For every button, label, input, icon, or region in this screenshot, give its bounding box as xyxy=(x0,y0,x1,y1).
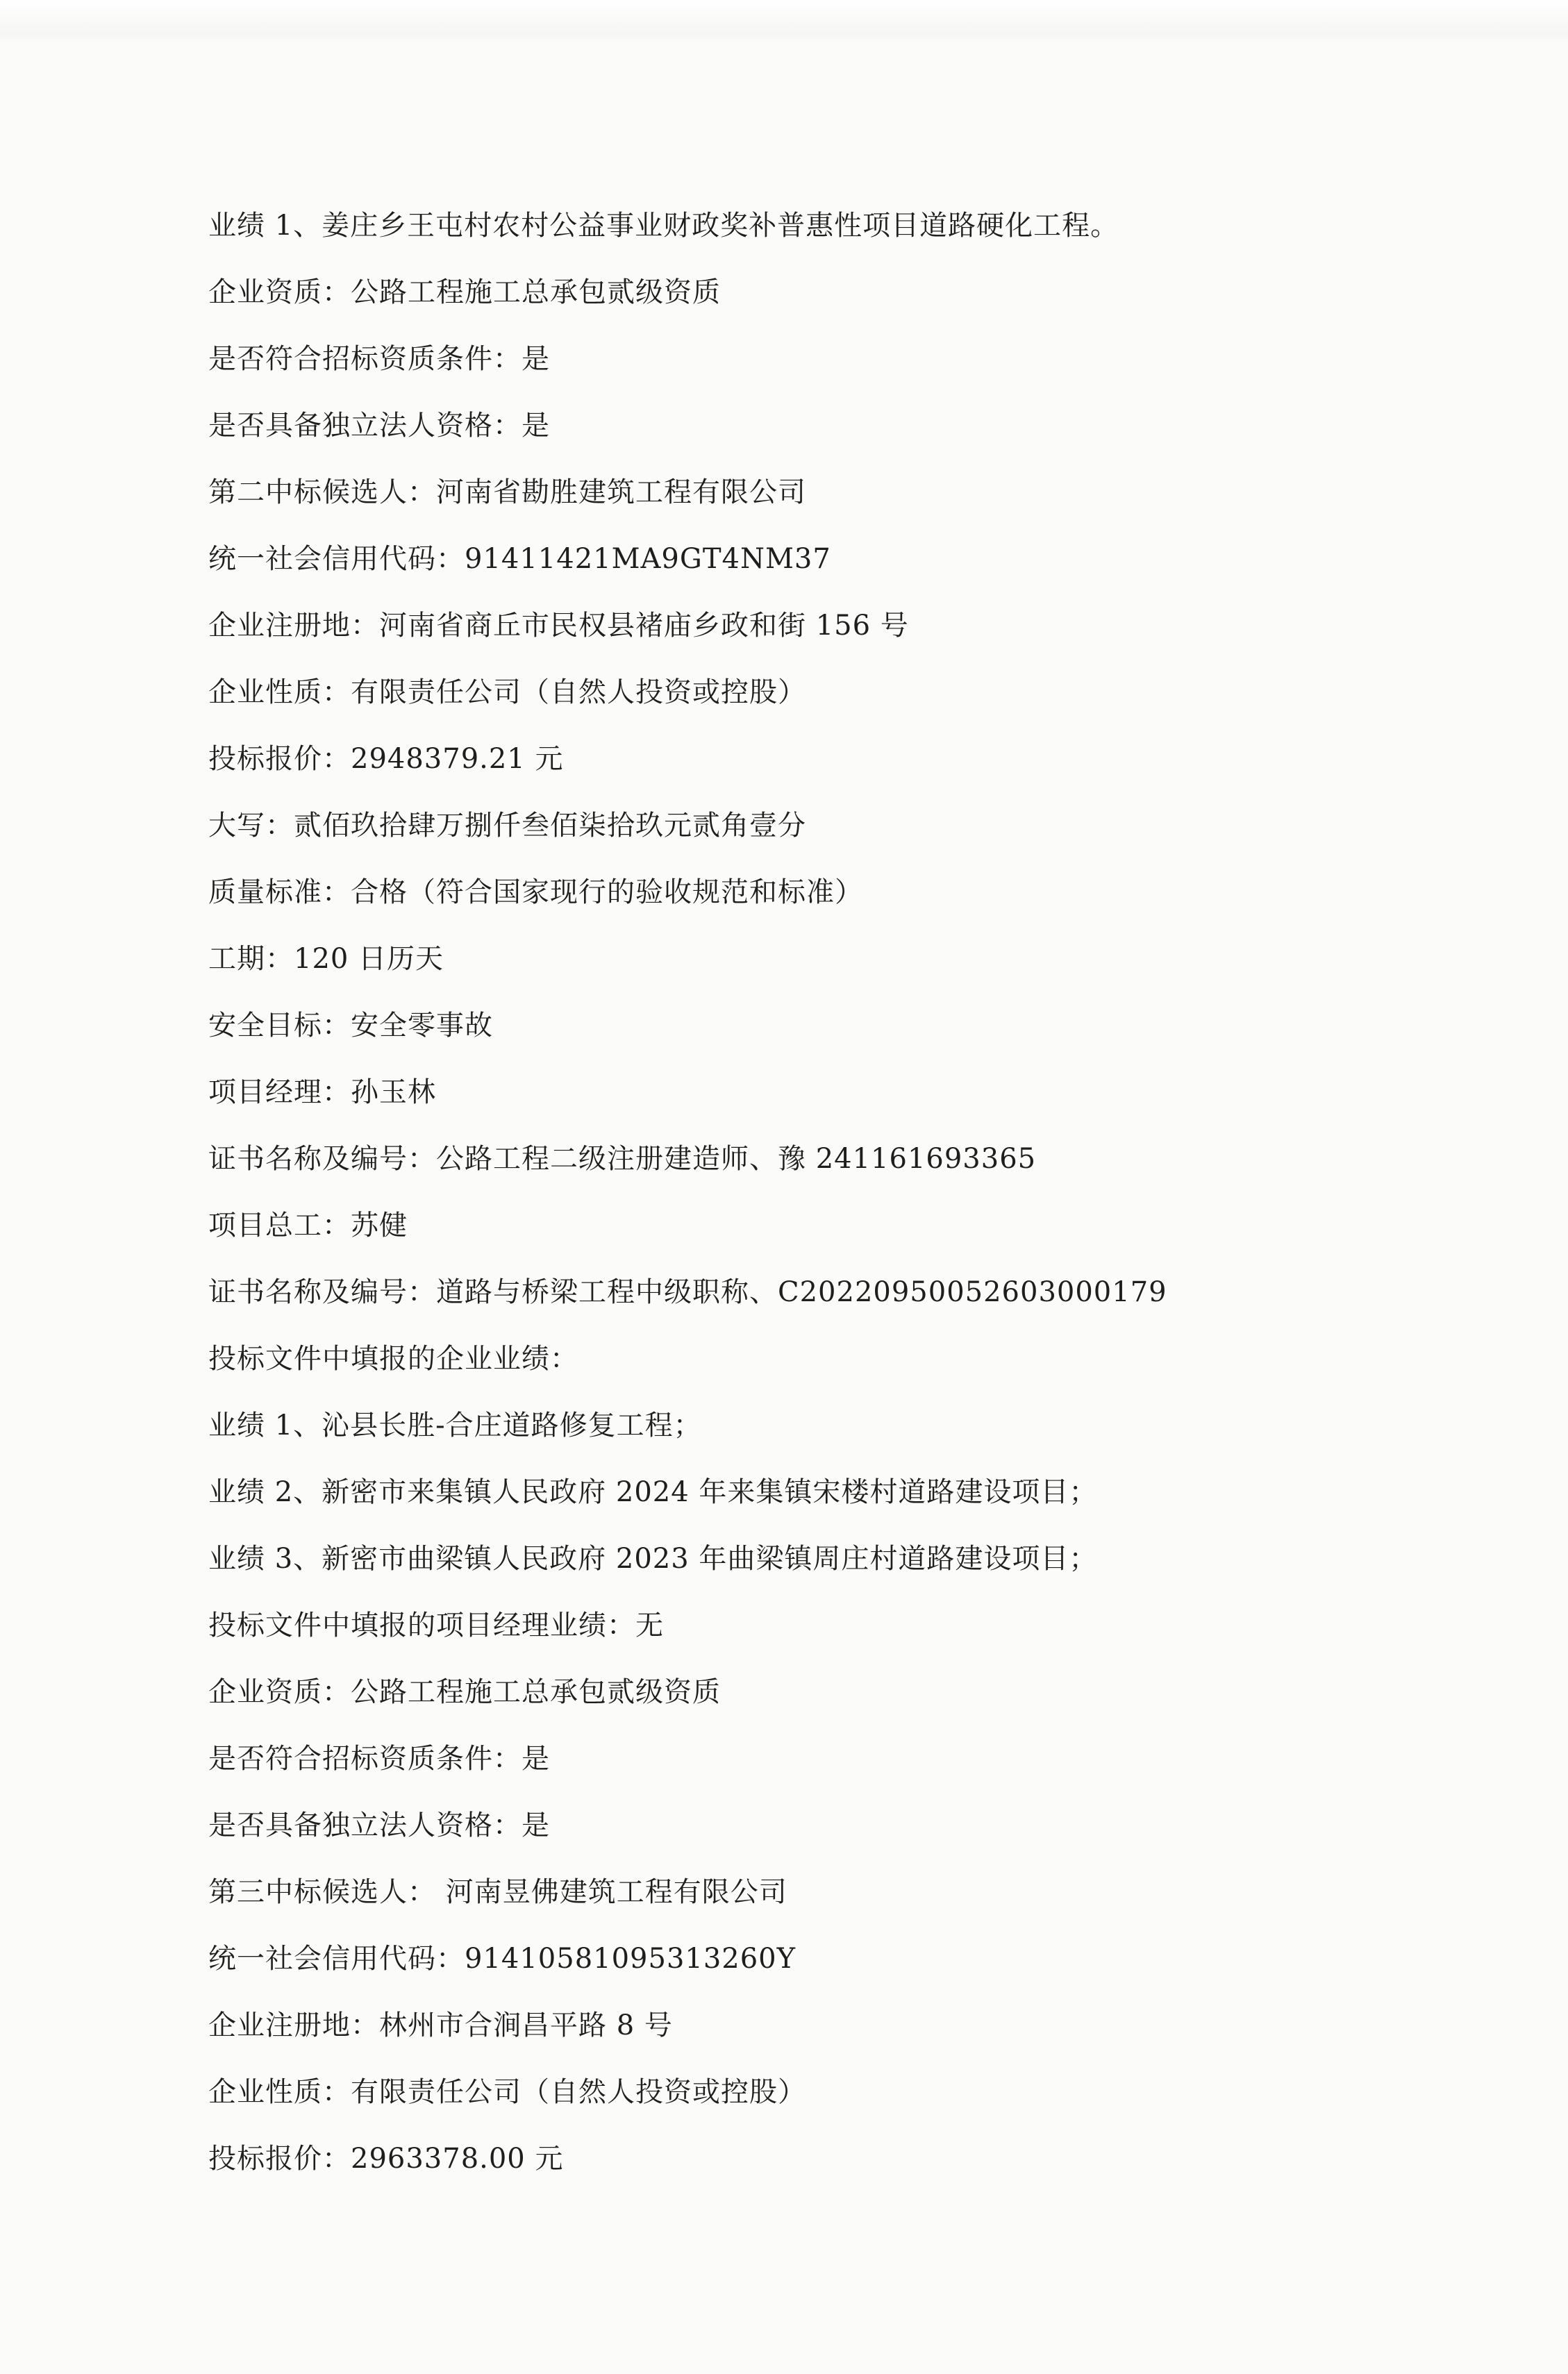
text-line: 投标文件中填报的企业业绩： xyxy=(208,1343,578,1375)
text-line: 业绩 1、姜庄乡王屯村农村公益事业财政奖补普惠性项目道路硬化工程。 xyxy=(208,210,1119,242)
text-line: 是否具备独立法人资格：是 xyxy=(208,1809,550,1841)
text-line: 证书名称及编号：公路工程二级注册建造师、豫 241161693365 xyxy=(208,1143,1037,1175)
text-line: 项目总工：苏健 xyxy=(208,1210,408,1242)
text-line: 统一社会信用代码：91410581095313260Y xyxy=(208,1943,796,1975)
text-line: 质量标准：合格（符合国家现行的验收规范和标准） xyxy=(208,876,863,908)
text-line: 第三中标候选人： 河南昱佛建筑工程有限公司 xyxy=(208,1876,787,1908)
text-line: 企业性质：有限责任公司（自然人投资或控股） xyxy=(208,676,806,708)
text-line: 投标文件中填报的项目经理业绩：无 xyxy=(208,1610,664,1641)
text-line: 第二中标候选人：河南省勘胜建筑工程有限公司 xyxy=(208,476,806,508)
text-line: 项目经理：孙玉林 xyxy=(208,1076,436,1108)
text-line: 大写：贰佰玖拾肆万捌仟叁佰柒拾玖元贰角壹分 xyxy=(208,810,806,842)
text-line: 是否符合招标资质条件：是 xyxy=(208,343,550,375)
text-line: 是否符合招标资质条件：是 xyxy=(208,1743,550,1775)
text-line: 工期：120 日历天 xyxy=(208,943,444,975)
text-line: 企业注册地：林州市合涧昌平路 8 号 xyxy=(208,2009,673,2041)
text-line: 企业资质：公路工程施工总承包贰级资质 xyxy=(208,276,721,308)
text-line: 统一社会信用代码：91411421MA9GT4NM37 xyxy=(208,543,831,575)
text-line: 企业性质：有限责任公司（自然人投资或控股） xyxy=(208,2076,806,2108)
text-line: 业绩 3、新密市曲梁镇人民政府 2023 年曲梁镇周庄村道路建设项目； xyxy=(208,1543,1098,1575)
text-line: 是否具备独立法人资格：是 xyxy=(208,410,550,442)
text-line: 投标报价：2948379.21 元 xyxy=(208,743,564,775)
text-line: 企业资质：公路工程施工总承包贰级资质 xyxy=(208,1676,721,1708)
text-line: 业绩 2、新密市来集镇人民政府 2024 年来集镇宋楼村道路建设项目； xyxy=(208,1476,1098,1508)
page-top-edge xyxy=(0,0,1568,43)
text-line: 安全目标：安全零事故 xyxy=(208,1010,493,1042)
text-line: 投标报价：2963378.00 元 xyxy=(208,2143,564,2175)
text-line: 企业注册地：河南省商丘市民权县褚庙乡政和街 156 号 xyxy=(208,610,909,642)
text-line: 业绩 1、沁县长胜-合庄道路修复工程； xyxy=(208,1410,702,1441)
text-line: 证书名称及编号：道路与桥梁工程中级职称、C20220950052603000179 xyxy=(208,1276,1167,1308)
